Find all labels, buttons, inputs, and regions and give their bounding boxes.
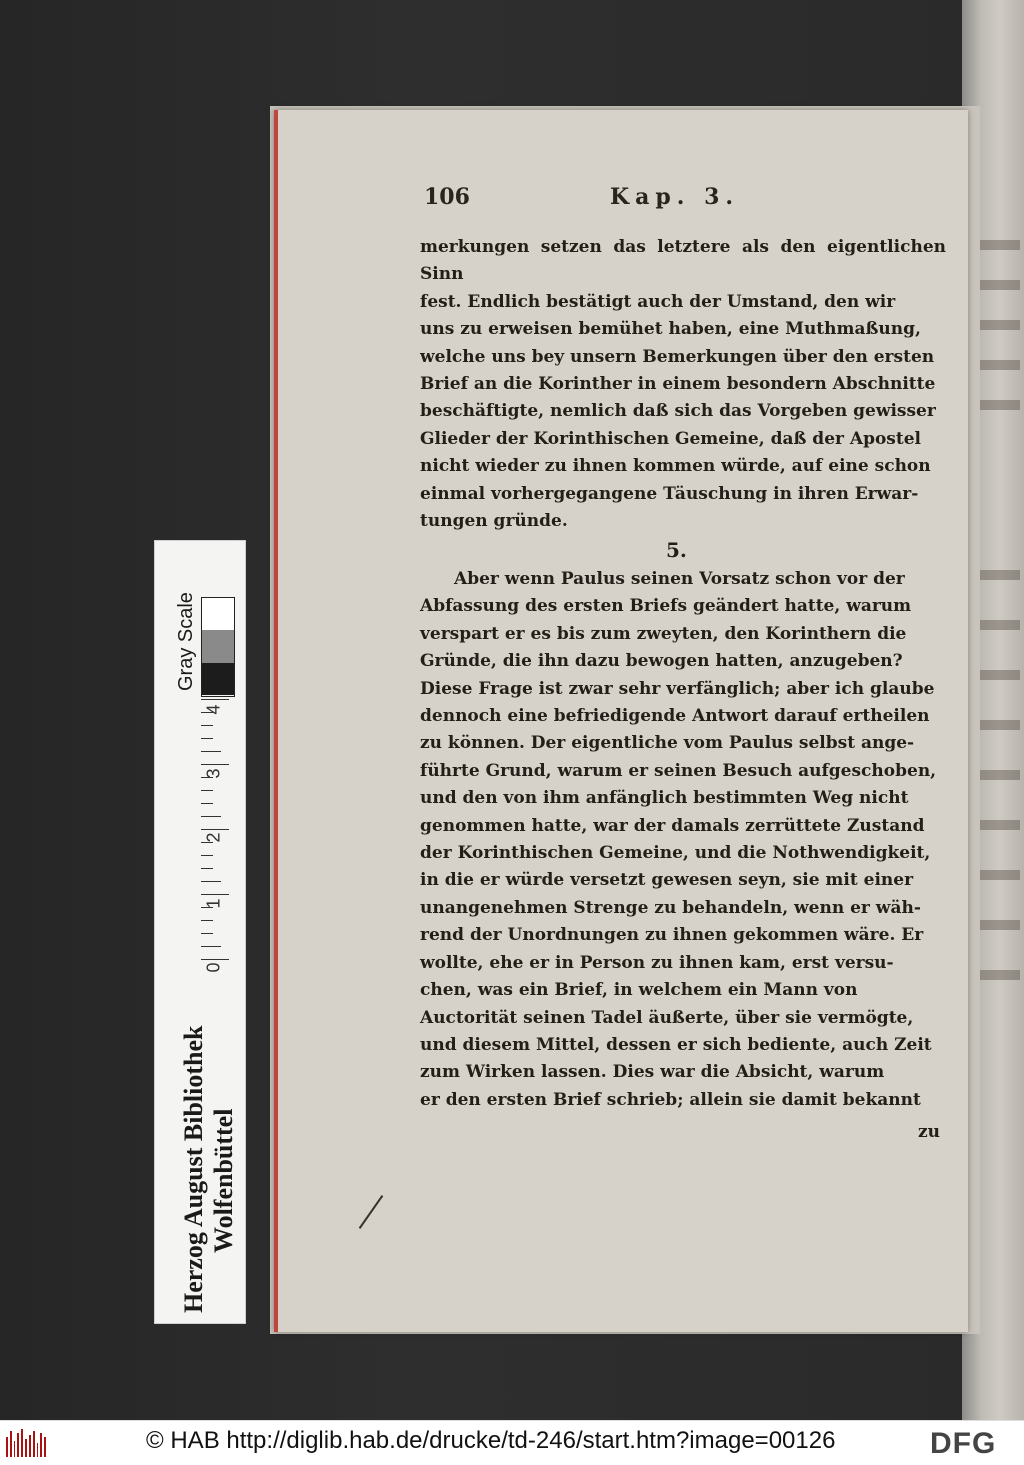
text-line: Brief an die Korinther in einem besondern Abschnitte xyxy=(420,374,936,395)
hab-barcode-logo-icon xyxy=(6,1429,46,1457)
ruler-number: 0 xyxy=(203,962,224,973)
text-line: Diese Frage ist zwar sehr verfänglich; aber ich glaube xyxy=(420,678,935,699)
paragraph-continuation xyxy=(420,234,946,535)
text-line: Abfassung des ersten Briefs geändert hatte, warum xyxy=(420,596,912,617)
text-line: nicht wieder zu ihnen kommen würde, auf eine schon xyxy=(420,456,931,477)
text-line: wollte, ehe er in Person zu ihnen kam, erst versu- xyxy=(420,952,894,973)
page-number: 106 xyxy=(424,184,470,210)
text-line: er den ersten Brief schrieb; allein sie damit bekannt xyxy=(420,1089,921,1110)
gray-swatch-mid xyxy=(202,630,234,662)
paragraph-section-5 xyxy=(420,566,946,1114)
ruler-number: 4 xyxy=(203,704,224,715)
text-line: Auctorität seinen Tadel äußerte, über sie vermögte, xyxy=(420,1007,914,1028)
institution-city: Wolfenbüttel xyxy=(209,1108,238,1253)
ruler-ticks xyxy=(201,699,231,961)
text-line: fest. Endlich bestätigt auch der Umstand, den wir xyxy=(420,291,896,312)
dfg-logo: DFG xyxy=(930,1427,997,1460)
book-page xyxy=(274,110,968,1332)
text-line: welche uns bey unsern Bemerkungen über den ersten xyxy=(420,346,935,367)
footer-bar xyxy=(0,1420,1024,1465)
text-line: unangenehmen Strenge zu behandeln, wenn er wäh- xyxy=(420,897,921,918)
text-line: genommen hatte, war der damals zerrüttete Zustand xyxy=(420,815,925,836)
text-line: zum Wirken lassen. Dies war die Absicht, warum xyxy=(420,1062,885,1083)
text-line: Gründe, die ihn dazu bewogen hatten, anzugeben? xyxy=(420,651,903,672)
gray-swatch-black xyxy=(202,663,234,695)
text-line: der Korinthischen Gemeine, und die Nothwendigkeit, xyxy=(420,843,931,864)
pencil-mark xyxy=(359,1195,384,1229)
ruler-number: 3 xyxy=(203,768,224,779)
chapter-heading: Kap. 3. xyxy=(610,184,740,210)
text-line: und den von ihm anfänglich bestimmten Weg nicht xyxy=(420,788,909,809)
gray-swatch-white xyxy=(202,598,234,630)
text-line: dennoch eine befriedigende Antwort darauf ertheilen xyxy=(420,706,930,727)
institution-name: Herzog August Bibliothek xyxy=(179,1025,208,1313)
catchword: zu xyxy=(918,1122,941,1142)
text-line: tungen gründe. xyxy=(420,511,568,532)
text-line: rend der Unordnungen zu ihnen gekommen wäre. Er xyxy=(420,925,924,946)
scale-ruler xyxy=(154,540,246,1324)
section-number: 5. xyxy=(666,538,687,562)
ruler-number: 1 xyxy=(203,898,224,909)
text-line: zu können. Der eigentliche vom Paulus selbst ange- xyxy=(420,733,915,754)
copyright-link[interactable]: © HAB http://diglib.hab.de/drucke/td-246/start.htm?image=00126 xyxy=(146,1427,836,1454)
text-line: führte Grund, warum er seinen Besuch aufgeschoben, xyxy=(420,760,937,781)
text-line: uns zu erweisen bemühet haben, eine Muthmaßung, xyxy=(420,319,921,340)
text-line: in die er würde versetzt gewesen seyn, sie mit einer xyxy=(420,870,914,891)
text-line: Aber wenn Paulus seinen Vorsatz schon vor der xyxy=(454,569,905,589)
ruler-number: 2 xyxy=(203,832,224,843)
text-line: Glieder der Korinthischen Gemeine, daß der Apostel xyxy=(420,428,922,449)
text-line: verspart er es bis zum zweyten, den Korinthern die xyxy=(420,623,907,644)
text-line: merkungen setzen das letztere als den eigentlichen Sinn xyxy=(420,237,946,285)
text-line: beschäftigte, nemlich daß sich das Vorgeben gewisser xyxy=(420,401,936,422)
text-line: chen, was ein Brief, in welchem ein Mann von xyxy=(420,980,858,1001)
gray-scale-swatches xyxy=(201,597,235,697)
text-line: und diesem Mittel, dessen er sich bediente, auch Zeit xyxy=(420,1034,932,1055)
gray-scale-label: Gray Scale xyxy=(175,592,197,691)
text-line: einmal vorhergegangene Täuschung in ihren Erwar- xyxy=(420,483,919,504)
